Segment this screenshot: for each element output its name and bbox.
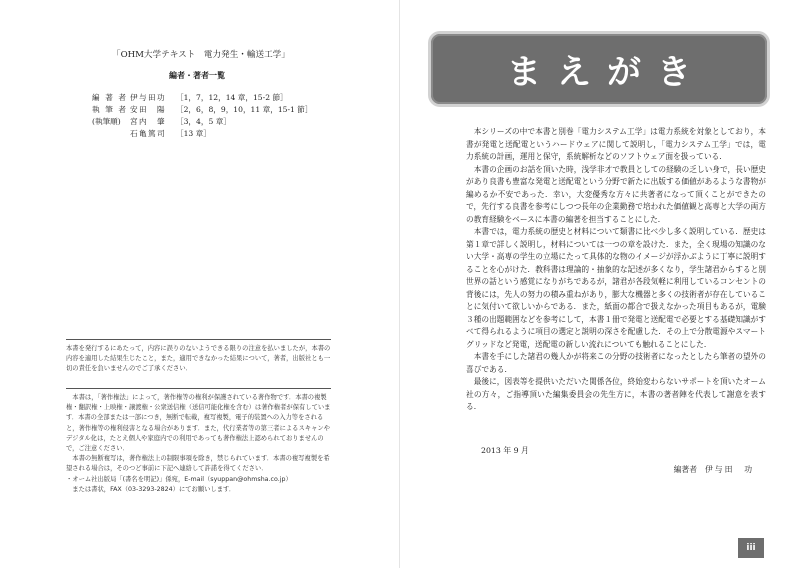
preface-paragraph: 本シリーズの中で本書と別巻「電力システム工学」は電力系統を対象としており，本書が発電と送配電というハードウェアに関して説明し，「電力システム工学」では，電力系統の計画，運用と保守，系統解析などのソフトウェア面を扱っている． (466, 127, 766, 161)
editor-name: 安田 陽 (130, 105, 166, 114)
preface-date: 2013 年 9 月 (481, 446, 529, 455)
preface-paragraph: 本書を手にした諸君の幾人かが将来この分野の技術者になったとしたら筆者の望外の喜びである． (466, 352, 766, 374)
preface-signature (674, 464, 754, 475)
page-number: iii (738, 538, 764, 558)
editors-heading: 編者・著者一覧 (169, 71, 225, 80)
editor-role: 編 著 者 (92, 93, 128, 102)
copyright-notice (66, 393, 334, 495)
series-title: 「OHM大学テキスト 電力発生・輸送工学」 (112, 50, 290, 60)
copyright-paragraph: 本書の無断複写は，著作権法上の制限事項を除き，禁じられています．本書の複写複製を希望される場合は，そのつど事前に下記へ連絡して許諾を得てください． (66, 455, 330, 473)
preface-title: まえがき (507, 52, 707, 93)
disclaimer-text: 本書を発行するにあたって，内容に誤りのないようできる限りの注意を払いましたが，本書の内容を適用した結果生じたこと，また，適用できなかった結果について，著者，出版社とも一切の責任を負いませんのでご了承ください． (66, 345, 331, 373)
editor-chapters: ［2，6，8，9，10，11 章，15-1 節］ (176, 105, 313, 114)
copyright-paragraph: 本書は，「著作権法」によって，著作権等の権利が保護されている著作物です．本書の複製権・翻訳権・上映権・譲渡権・公衆送信権（送信可能化権を含む）は著作権者が保有しています．本書の全部または一部につき，無断で転載，複写複製，電子的装置への入力等をされると，著作権等の権利侵害となる場合があります．また，代行業者等の第三者によるスキャンやデジタル化は，たとえ個人や家庭内での利用であっても著作権法上認められておりませんので，ご注意ください． (66, 394, 331, 453)
divider-rule (66, 339, 331, 340)
signature-role: 編著者 (673, 465, 698, 474)
editor-name: 伊与田功 (130, 93, 166, 102)
editor-role: 執 筆 者 (92, 105, 128, 114)
editor-name: 石亀篤司 (130, 129, 166, 138)
editor-chapters: ［13 章］ (176, 129, 211, 138)
preface-paragraph: 本書では，電力系統の歴史と材料について類書に比べ少し多く説明している．歴史は第１章で詳しく説明し，材料については一つの章を設けた．また，全く現場の知識のない大学・高専の学生の立場にたって具体的な物のイメージが浮かぶように丁寧に説明することを心がけた．教科書は理論的・抽象的な記述が多くなり，学生諸君からすると別世界の話という感覚になりがちであるが，諸君が各段気軽に利用しているコンセントの背後には，先人の努力の積み重ねがあり，膨大な機器と多くの技術者が存在していることに気付いて欲しいからである．また，紙面の都合で扱えなかった項目もあるが，電験３種の出題範囲などを参考にして，本書１冊で発電と送配電で必要とする基礎知識がすべて得られるように項目の選定と説明の深さを配慮した．その上で分散電源やスマートグリッドなど発電，送配電の新しい流れについても触れることにした． (466, 227, 766, 349)
preface-paragraph: 最後に，図表等を提供いただいた関係各位，終始変わらないサポートを頂いたオーム社の方々，ご指導頂いた編集委員会の先生方に，本書の著者陣を代表して謝意を表する． (466, 377, 766, 411)
contact-line: ・オーム社出版局「(書名を明記)」係宛，E-mail（syuppan@ohmsha.co.jp） (66, 475, 292, 483)
disclaimer-notice (66, 344, 334, 375)
preface-banner (431, 34, 767, 104)
signature-name: 伊与田 功 (705, 465, 754, 474)
editor-chapters: ［3，4，5 章］ (176, 117, 231, 126)
contact-line: または書状，FAX（03-3293-2824）にてお願いします． (72, 485, 236, 493)
preface-paragraph: 本書の企画のお話を頂いた時，浅学非才で教員としての経験の乏しい身で，長い歴史があり良書も豊富な発電と送配電という分野で新たに出版する価値があるような書物が編めるか不安であった．幸い，大変優秀な方々に共著者になって頂くことができたので，先行する良書を参考にしつつ長年の企業勤務で培われた価値観と高専と大学の両方の教育経験をベースに本書の編著を担当することにした． (466, 164, 766, 224)
preface-body (466, 126, 766, 414)
editor-chapters: ［1，7，12，14 章，15-2 節］ (176, 93, 288, 102)
divider-rule (66, 388, 331, 389)
editor-role: (執筆順) (92, 117, 121, 126)
editor-name: 宮内 肇 (130, 117, 166, 126)
